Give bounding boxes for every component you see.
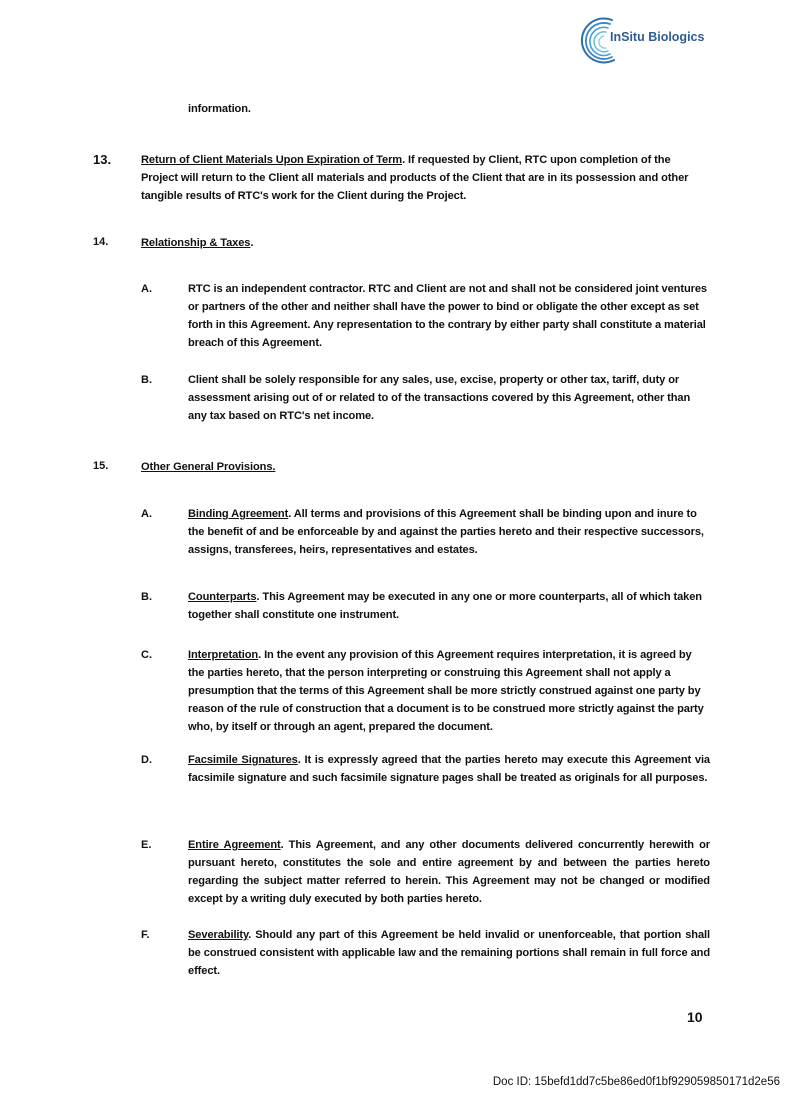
page-number: 10 [687,1009,703,1025]
item-title: Interpretation [188,649,259,661]
section-15-item-e: Entire Agreement. This Agreement, and any other documents delivered concurrently herewith or pursuant hereto, constitutes the sole and entire agreement by and between the parties hereto regarding the subject matter referred to herein. This Agreement may not be changed or modified except by a writing duly executed by both parties hereto. [188,839,710,905]
item-letter: F. [141,929,150,941]
item-title: Counterparts [188,591,257,603]
item-letter: C. [141,649,152,661]
section-title: Other General Provisions [141,461,273,473]
item-title: Severability [188,929,249,941]
item-title: Facsimile Signatures [188,754,298,766]
item-letter: D. [141,754,152,766]
section-15-heading: Other General Provisions. [141,461,276,473]
section-15-item-b: Counterparts. This Agreement may be executed in any one or more counterparts, all of which taken together shall constitute one instrument. [188,591,702,621]
item-letter: B. [141,374,152,386]
item-title: Binding Agreement [188,508,289,520]
section-13-paragraph [141,151,707,205]
item-title: Entire Agreement [188,839,281,851]
item-letter: A. [141,508,152,520]
section-number: 15. [93,460,109,472]
section-15-item-a: Binding Agreement. All terms and provisions of this Agreement shall be binding upon and inure to the benefit of and be enforceable by and against the parties hereto and their respective successors, assigns, transferees, heirs, representatives and estates. [188,508,704,556]
section-14-item-a: RTC is an independent contractor. RTC and Client are not and shall not be considered joint ventures or partners of the other and neither shall have the power to bind or obligate the other except as set forth in this Agreement. Any representation to the contrary by either party shall constitute a material breach of this Agreement. [188,283,707,349]
section-number: 14. [93,236,109,248]
section-14-heading: Relationship & Taxes. [141,237,254,249]
item-letter: E. [141,839,152,851]
doc-id: Doc ID: 15befd1dd7c5be86ed0f1bf929059850171d2e56 [492,1076,780,1088]
section-number: 13. [93,152,112,167]
item-letter: B. [141,591,152,603]
company-logo [578,10,708,70]
section-15-item-c: Interpretation. In the event any provision of this Agreement requires interpretation, it is agreed by the parties hereto, that the person interpreting or construing this Agreement shall not apply a presumption that the terms of this Agreement shall be more strictly construed against one party by reason of the rule of construction that a document is to be construed more strictly against the party who, by itself or through an agent, prepared the document. [188,649,704,733]
item-letter: A. [141,283,152,295]
section-15-item-d: Facsimile Signatures. It is expressly agreed that the parties hereto may execute this Agreement via facsimile signature and such facsimile signature pages shall be treated as originals for all purposes. [188,754,710,784]
section-15-item-f: Severability. Should any part of this Agreement be held invalid or unenforceable, that portion shall be construed consistent with applicable law and the remaining portions shall remain in full force and effect. [188,929,710,977]
logo-text: InSitu Biologics [610,30,705,44]
section-title: Relationship & Taxes [141,237,251,249]
section-14-item-b: Client shall be solely responsible for any sales, use, excise, property or other tax, tariff, duty or assessment arising out of or related to of the transactions covered by this Agreement, other than any tax based on RTC's net income. [188,374,691,422]
section-title: Return of Client Materials Upon Expiration of Term [141,154,403,166]
continuation-text: information. [188,103,251,115]
section-body: . If requested by Client, RTC upon completion of the Project will return to the Client all materials and products of the Client that are in its possession and other tangible results of RTC's work for the Client during the Project. [141,154,689,202]
